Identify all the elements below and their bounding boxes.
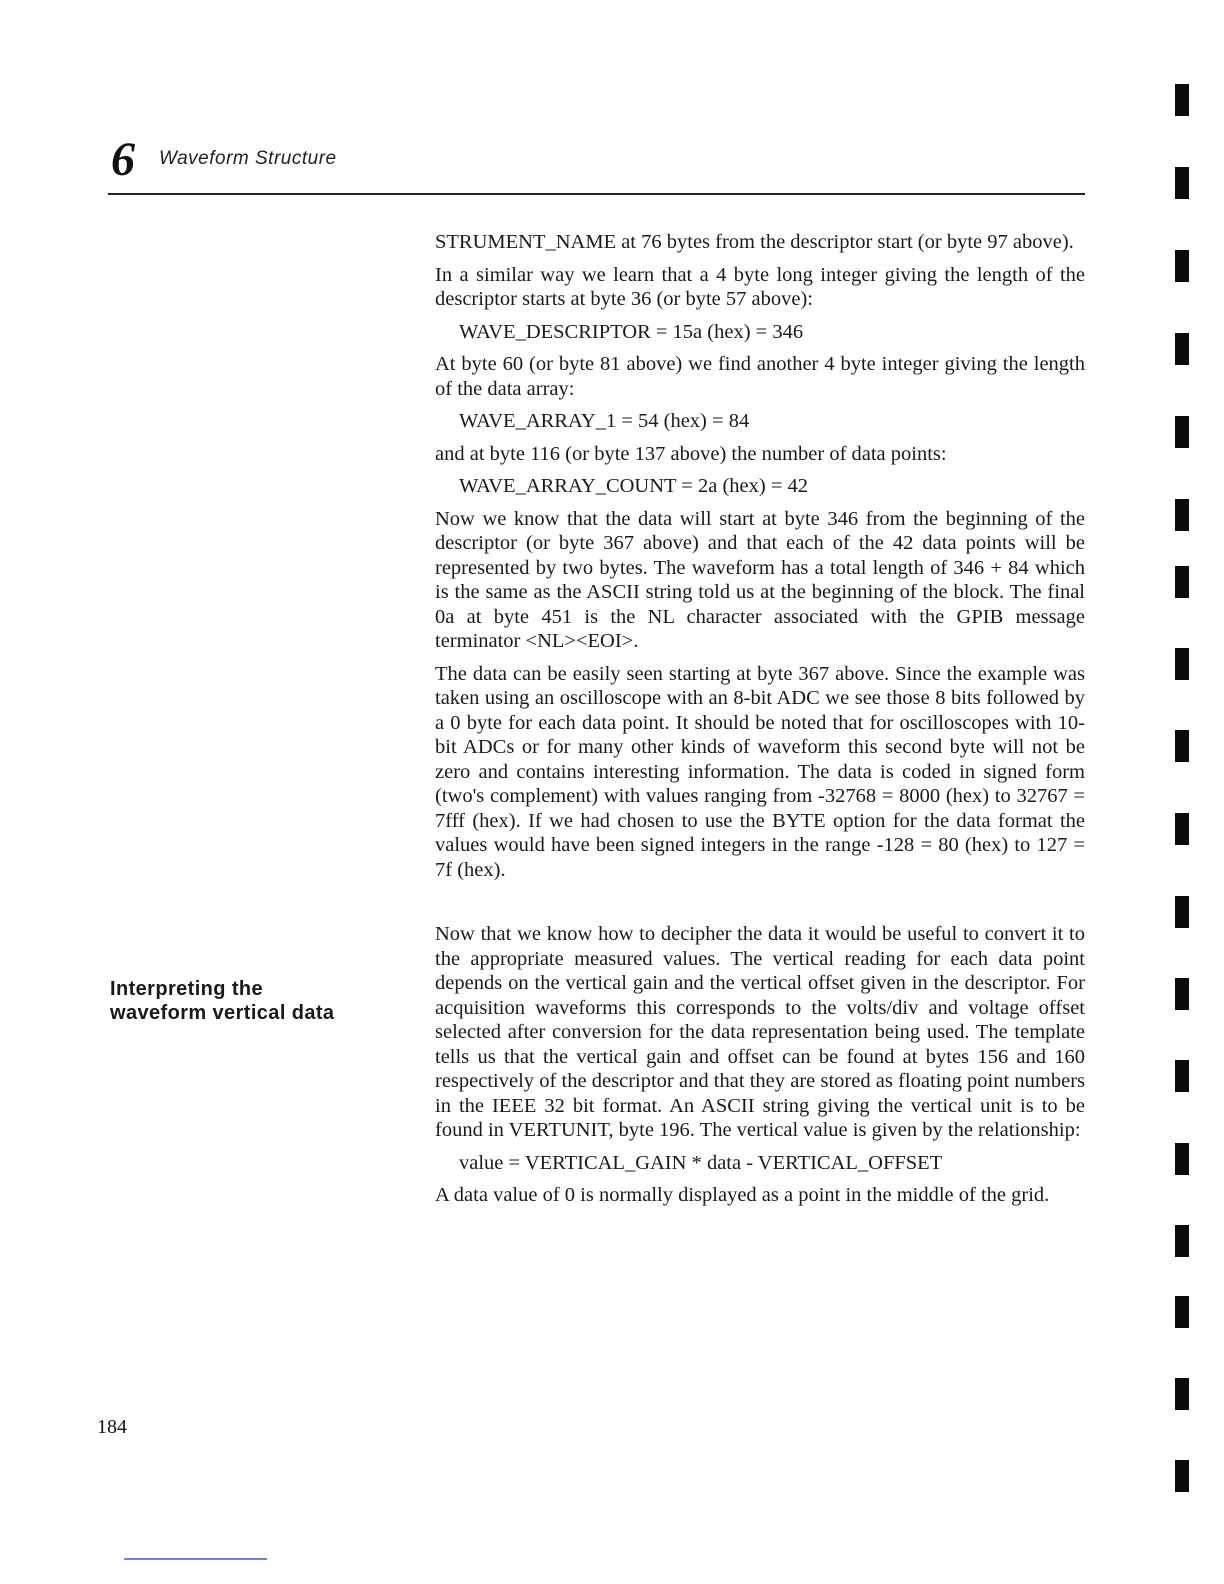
- index-mark: [1175, 1378, 1189, 1410]
- index-mark: [1175, 1296, 1189, 1328]
- paragraph: and at byte 116 (or byte 137 above) the number of data points:: [435, 442, 947, 465]
- index-mark: [1175, 499, 1189, 531]
- section-heading-line: Interpreting the: [110, 978, 264, 1000]
- index-mark: [1175, 167, 1189, 199]
- edge-index-marks: [1175, 0, 1189, 1584]
- equation: value = VERTICAL_GAIN * data - VERTICAL_OFFSET: [459, 1151, 943, 1174]
- index-mark: [1175, 250, 1189, 282]
- index-mark: [1175, 730, 1189, 762]
- chapter-title: Waveform Structure: [159, 148, 337, 169]
- index-mark: [1175, 648, 1189, 680]
- footer-line: [124, 1558, 267, 1560]
- index-mark: [1175, 1143, 1189, 1175]
- page-number: 184: [97, 1416, 127, 1438]
- index-mark: [1175, 416, 1189, 448]
- index-mark: [1175, 896, 1189, 928]
- index-mark: [1175, 333, 1189, 365]
- index-mark: [1175, 566, 1189, 598]
- header-rule: [108, 193, 1085, 195]
- index-mark: [1175, 1060, 1189, 1092]
- paragraph: Now that we know how to decipher the data it would be useful to convert it to the appropriate measured values. The vertical reading for each data point depends on the vertical gain and the vertical offset given in the descriptor. For acquisition waveforms this corresponds to the volts/div and voltage offset selected after conversion for the data representation being used. The template tells us that the vertical gain and offset can be found at bytes 156 and 160 respectively of the descriptor and that they are stored as floating point numbers in the IEEE 32 bit format. An ASCII string giving the vertical unit is to be found in VERTUNIT, byte 196. The vertical value is given by the relationship:: [435, 923, 1085, 1141]
- page-header: [108, 133, 1084, 196]
- paragraph: At byte 60 (or byte 81 above) we find another 4 byte integer giving the length of the data array:: [435, 353, 1085, 400]
- paragraph: STRUMENT_NAME at 76 bytes from the descriptor start (or byte 97 above).: [435, 231, 1074, 253]
- index-mark: [1175, 1225, 1189, 1257]
- paragraph: The data can be easily seen starting at byte 367 above. Since the example was taken using an oscilloscope with an 8-bit ADC we see those 8 bits followed by a 0 byte for each data point. It should be noted that for oscilloscopes with 10-bit ADCs or for many other kinds of waveform this second byte will not be zero and contains interesting information. The data is coded in signed form (two's complement) with values ranging from -32768 = 8000 (hex) to 32767 = 7fff (hex). If we had chosen to use the BYTE option for the data format the values would have been signed integers in the range -128 = 80 (hex) to 127 = 7f (hex).: [435, 662, 1085, 881]
- paragraph: A data value of 0 is normally displayed as a point in the middle of the grid.: [435, 1184, 1050, 1206]
- index-mark: [1175, 978, 1189, 1010]
- index-mark: [1175, 1460, 1189, 1492]
- index-mark: [1175, 813, 1189, 845]
- section-heading: [110, 977, 410, 1025]
- paragraph: In a similar way we learn that a 4 byte long integer giving the length of the descriptor starts at byte 36 (or byte 57 above):: [435, 263, 1085, 310]
- equation: WAVE_DESCRIPTOR = 15a (hex) = 346: [459, 320, 804, 343]
- section-heading-line: waveform vertical data: [110, 1002, 335, 1024]
- chapter-number: 6: [111, 133, 135, 186]
- body-text: [435, 230, 1085, 1216]
- index-mark: [1175, 84, 1189, 116]
- equation: WAVE_ARRAY_COUNT = 2a (hex) = 42: [459, 475, 809, 497]
- paragraph: Now we know that the data will start at byte 346 from the beginning of the descriptor (or byte 367 above) and that each of the 42 data points will be represented by two bytes. The waveform has a total length of 346 + 84 which is the same as the ASCII string told us at the beginning of the block. The final 0a at byte 451 is the NL character associated with the GPIB message terminator <NL><EOI>.: [435, 507, 1085, 652]
- equation: WAVE_ARRAY_1 = 54 (hex) = 84: [459, 410, 750, 432]
